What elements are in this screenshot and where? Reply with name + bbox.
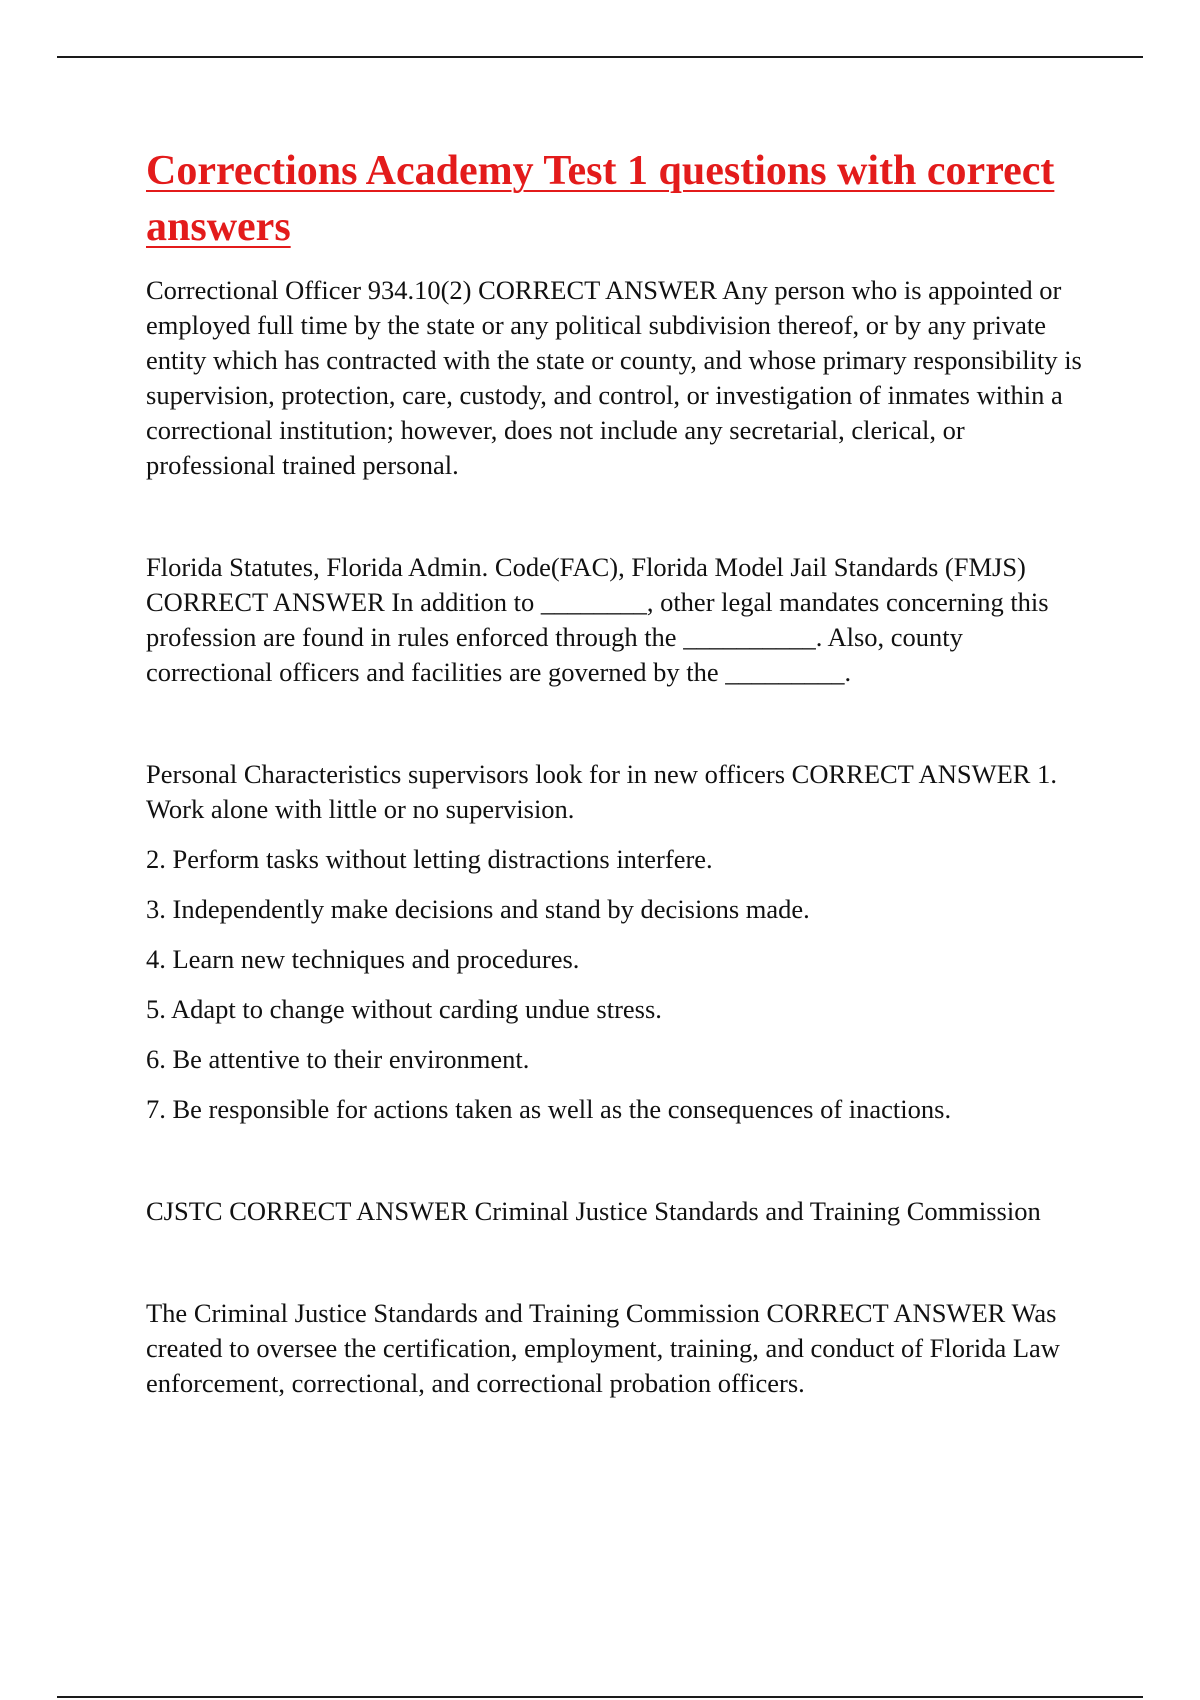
list-item: 4. Learn new techniques and procedures. <box>146 944 580 974</box>
bottom-rule <box>57 1696 1143 1698</box>
list-item: 5. Adapt to change without carding undue stress. <box>146 994 662 1024</box>
entry-correctional-officer: Correctional Officer 934.10(2) CORRECT ANSWER Any person who is appointed or employed full time by the state or any political subdivision thereof, or by any private entity which has contracted with the state or county, and whose primary responsibility is supervision, protection, care, custody, and control, or investigation of inmates within a correctional institution; however, does not include any secretarial, clerical, or professional trained personal. <box>146 275 1082 480</box>
list-item: 7. Be responsible for actions taken as well as the consequences of inactions. <box>146 1094 952 1124</box>
list-item: 6. Be attentive to their environment. <box>146 1044 530 1074</box>
entry-legal-mandates: Florida Statutes, Florida Admin. Code(FAC), Florida Model Jail Standards (FMJS) CORRECT ANSWER In addition to ________, other legal mandates concerning this profession are found in rules enforced through the __________. Also, county correctional officers and facilities are governed by the _________. <box>146 552 1049 687</box>
document-title: Corrections Academy Test 1 questions with correct answers <box>146 148 1055 250</box>
top-rule <box>57 56 1143 58</box>
list-item: 3. Independently make decisions and stand by decisions made. <box>146 894 810 924</box>
entry-cjstc-commission: The Criminal Justice Standards and Training Commission CORRECT ANSWER Was created to oversee the certification, employment, training, and conduct of Florida Law enforcement, correctional, and correctional probation officers. <box>146 1298 1060 1398</box>
entry-personal-characteristics: Personal Characteristics supervisors look for in new officers CORRECT ANSWER 1. Work alone with little or no supervision. <box>146 759 1057 824</box>
entry-cjstc: CJSTC CORRECT ANSWER Criminal Justice Standards and Training Commission <box>146 1196 1041 1226</box>
document-body <box>146 143 1096 1401</box>
list-item: 2. Perform tasks without letting distractions interfere. <box>146 844 713 874</box>
